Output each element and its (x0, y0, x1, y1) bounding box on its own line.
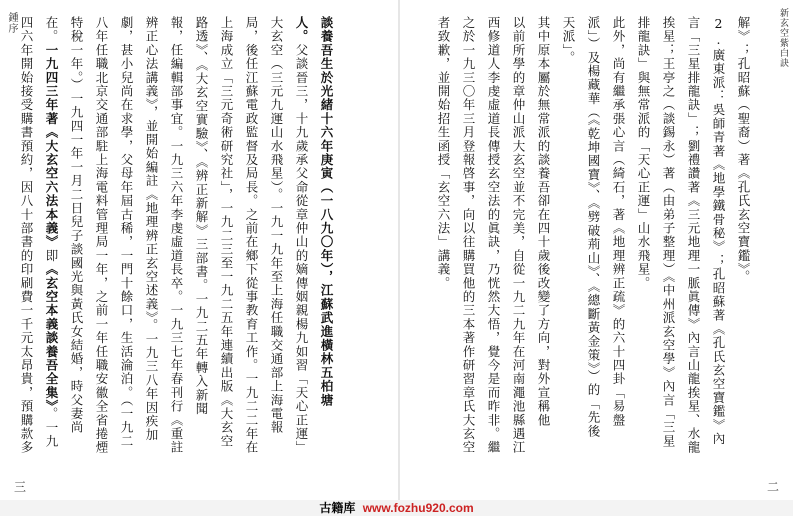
text-segment: 特稅一年。）一九四一年一月二日兒子談國光與黃氏女結婚，時父妻尚 (69, 16, 84, 435)
text-column: 挨星；王亭之（談錫永）著（由弟子整理）《中州派玄空學》內言「三星 (661, 16, 676, 449)
bold-text: 一九四三年著《大玄空六法本義》 (44, 43, 59, 249)
text-segment: 辨正心法講義》，並開始編註《地理辨正玄空述義》。一九三八年因疾加 (144, 16, 159, 442)
text-column: 天派」。 (561, 16, 576, 65)
text-column (45, 16, 58, 486)
running-header: 新玄空紫白訣 (778, 8, 788, 68)
bold-text: 《玄空本義談養吾全集》 (44, 262, 59, 408)
text-segment: 在。 (44, 16, 59, 44)
text-column: 2.廣東派：吳師青著《地學鐵骨秘》；孔昭蘇著《孔氏玄空寶鑑》內 (711, 16, 726, 446)
text-column (245, 16, 258, 486)
watermark-footer (0, 500, 793, 516)
site-name: 古籍库 (319, 501, 356, 515)
text-column (145, 16, 158, 486)
text-column: 其中原本屬於無常派的談養吾卻在四十歲後改變了方向，對外宣稱他 (536, 16, 551, 427)
text-column (295, 16, 308, 486)
text-segment: 路透》、《大玄空實驗》、《辨正新解》三部書。一九二五年轉入新聞 (194, 16, 209, 416)
text-column (195, 16, 208, 486)
text-column: 此外，尚有繼承張心言（綺石，著《地理辨正疏》的六十四卦「易盤 (611, 16, 626, 427)
running-header: 鍾序 (6, 12, 17, 34)
text-segment: 大玄空（三元九運山水飛星）。一九一九年至上海任職交通部上海電報 (269, 16, 284, 435)
text-column: 之於一九三〇年三月登報啓事，向以往購買他的三本著作研習章氏大玄空 (461, 16, 476, 455)
text-column: 解》；孔昭蘇（聖裔）著《孔氏玄空寶鑑》。 (736, 16, 751, 284)
text-segment: 報，任編輯部事宜。一九三六年李虔虛道長卒。一九三七年春刊行《重註 (169, 16, 184, 455)
text-segment: 八年任職北京交通部駐上海電料管理局一年，之前一年任職安徽全省捲煙 (94, 16, 109, 455)
bold-text: 談養吾生於光緒十六年庚寅（一八九〇年），江蘇武進橫林五柏塘 (319, 16, 334, 408)
text-column (120, 16, 133, 486)
text-column: 以前所學的章仲山派大玄空並不完美，自從一九二九年在河南澠池縣遇江 (511, 16, 526, 455)
text-column (70, 16, 83, 486)
text-column (320, 16, 333, 486)
text-segment: 四六年開始接受購書預約，因八十部書的印刷費一千元太昂貴，預購款多 (19, 16, 34, 455)
text-column: 者致歉，並開始招生函授「玄空六法」講義。 (436, 16, 451, 290)
text-column: 西修道人李虔虛道長傳授玄空法的眞訣，乃恍然大悟，覺今是而昨非。繼 (486, 16, 501, 455)
text-column: 言「三星排龍訣」；劉禮讚著《三元地理一脈眞傳》內言山龍挨星、水龍 (686, 16, 701, 455)
text-segment: 劇，甚小兒尚在求學，父母年屆古稀，一門十餘口，生活淪泊。（一九二 (119, 16, 134, 449)
text-column (95, 16, 108, 486)
text-segment: 。一九 (44, 407, 59, 449)
text-column (270, 16, 283, 486)
page-number: 三 (14, 480, 27, 494)
text-column (20, 16, 33, 486)
text-column (170, 16, 183, 486)
page-number: 二 (766, 480, 779, 494)
text-column: 派」）及楊藏華（《乾坤國寶》、《劈破荊山》、《總斷黃金策》）的「先後 (586, 16, 601, 439)
text-column (220, 16, 233, 486)
right-page (408, 0, 793, 516)
bold-text: 人。 (294, 16, 309, 44)
text-segment: 父談晉三，十九歲承父命從章仲山的嫡傳姻親楊九如習「天心正運」 (294, 43, 309, 455)
text-column: 排龍訣」與無常派的「天心正運」山水飛星。 (636, 16, 651, 290)
text-segment: 局，後任江蘇電政監督及局長。之前在鄉下從事教育工作。一九二二年在 (244, 16, 259, 455)
site-url: www.fozhu920.com (362, 501, 474, 515)
text-segment: 即 (44, 248, 59, 263)
text-segment: 上海成立「三元奇術研究社」，一九二三至一九二五年連續出版《大玄空 (219, 16, 234, 449)
